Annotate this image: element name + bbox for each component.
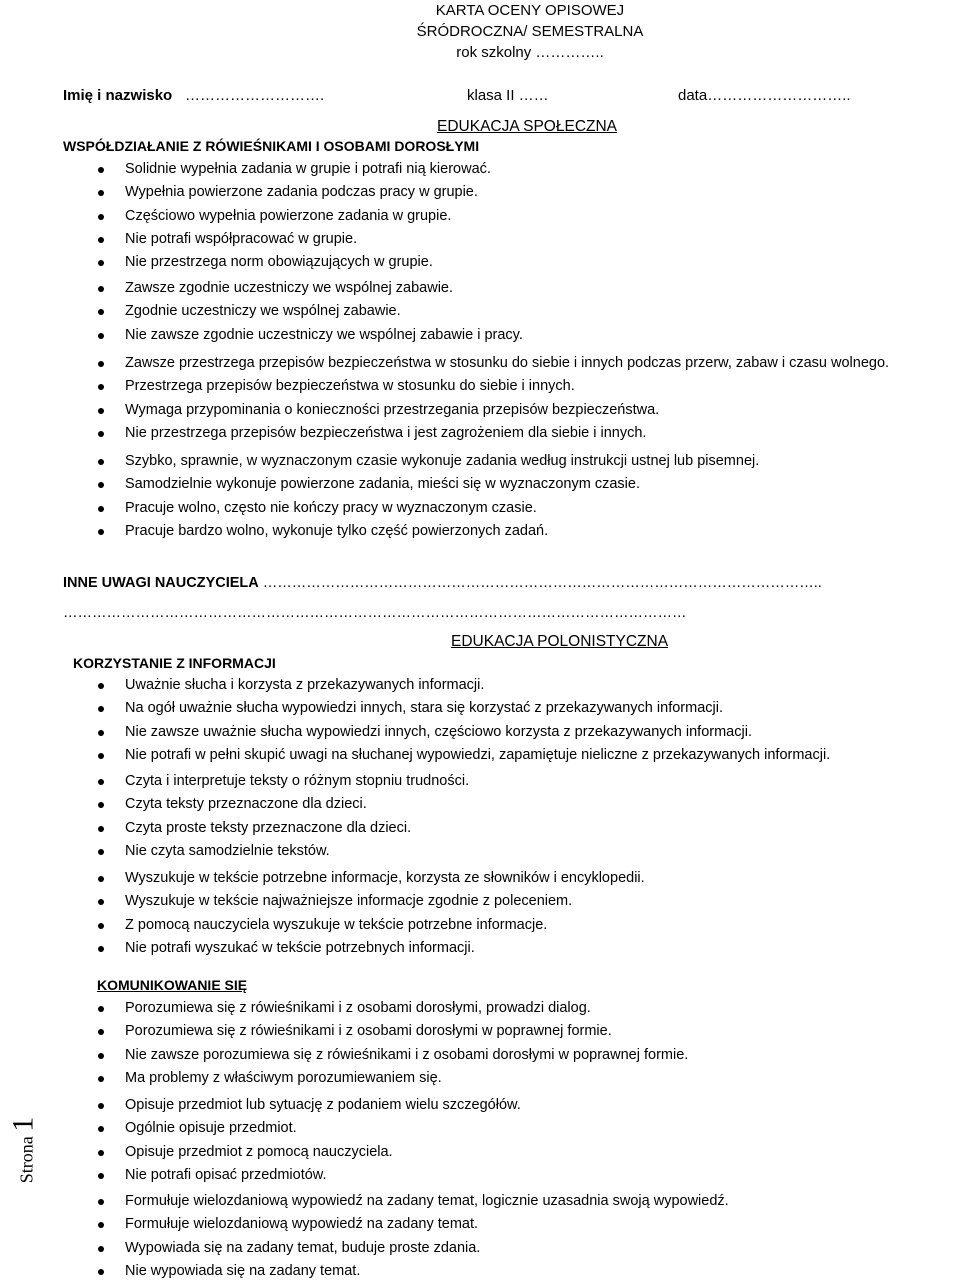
date-field[interactable]: data……………………….. [678, 87, 851, 104]
list-item-text: Wypełnia powierzone zadania podczas pracy w grupie. [125, 184, 478, 201]
bullet-icon [98, 431, 104, 437]
social-education-heading: EDUKACJA SPOŁECZNA [437, 118, 618, 135]
bullet-icon [98, 361, 104, 367]
list-item [98, 867, 645, 890]
list-item [98, 744, 830, 767]
list-item [98, 1237, 729, 1260]
title-line-2: ŚRÓDROCZNA/ SEMESTRALNA [416, 23, 644, 40]
bullet-icon [98, 1150, 104, 1156]
bullet-icon [98, 506, 104, 512]
teacher-remarks-label: INNE UWAGI NAUCZYCIELA [63, 575, 259, 591]
bullet-icon [98, 1173, 104, 1179]
list-item [98, 721, 830, 744]
student-name-label: Imię i nazwisko [63, 87, 173, 104]
list-item-text: Nie przestrzega norm obowiązujących w grupie. [125, 254, 433, 271]
bullet-icon [98, 1006, 104, 1012]
list-item-text: Czyta teksty przeznaczone dla dzieci. [125, 796, 367, 813]
list-item [98, 840, 469, 863]
teacher-remarks-dots-1[interactable]: …………………………………………………………………………………………………….. [258, 575, 822, 591]
list-item-text: Nie potrafi w pełni skupić uwagi na słuchanej wypowiedzi, zapamiętuje nieliczne z przekazywanych informacji. [125, 746, 831, 763]
student-name-field[interactable]: ………………………. [185, 87, 325, 104]
bullet-icon [98, 683, 104, 689]
list-item [98, 399, 889, 422]
bullet-icon [98, 237, 104, 243]
list-item-text: Wymaga przypominania o konieczności przestrzegania przepisów bezpieczeństwa. [125, 401, 660, 418]
polish-education-heading: EDUKACJA POLONISTYCZNA [451, 633, 669, 650]
list-item [98, 770, 469, 793]
social-group-3 [98, 352, 889, 445]
list-item-text: Zawsze przestrzega przepisów bezpieczeństwa w stosunku do siebie i innych podczas przerw, zabaw i czasu wolnego. [125, 355, 890, 371]
bullet-icon [98, 1053, 104, 1059]
list-item-text: Przestrzega przepisów bezpieczeństwa w stosunku do siebie i innych. [125, 378, 575, 395]
list-item-text: Uważnie słucha i korzysta z przekazywanych informacji. [125, 677, 485, 693]
list-item [98, 997, 688, 1020]
list-item [98, 277, 523, 300]
bullet-icon [98, 849, 104, 855]
list-item-text: Nie potrafi opisać przedmiotów. [125, 1166, 327, 1183]
title-line-1: KARTA OCENY OPISOWEJ [435, 2, 625, 19]
list-item [98, 375, 889, 398]
bullet-icon [98, 482, 104, 488]
bullet-icon [98, 1199, 104, 1205]
list-item-text: Nie zawsze porozumiewa się z rówieśnikami i z osobami dorosłymi w poprawnej formie. [125, 1046, 689, 1063]
list-item [98, 300, 523, 323]
bullet-icon [98, 1103, 104, 1109]
class-field[interactable]: klasa II …… [467, 87, 549, 104]
list-item [98, 520, 759, 543]
list-item [98, 674, 830, 697]
list-item-text: Nie zawsze uważnie słucha wypowiedzi innych, częściowo korzysta z przekazywanych informacji. [125, 723, 752, 740]
social-group-2 [98, 277, 523, 347]
list-item [98, 890, 645, 913]
bullet-icon [98, 802, 104, 808]
list-item [98, 324, 523, 347]
list-item [98, 497, 759, 520]
list-item-text: Wypowiada się na zadany temat, buduje proste zdania. [125, 1239, 481, 1256]
list-item [98, 473, 759, 496]
bullet-icon [98, 1029, 104, 1035]
list-item-text: Nie zawsze zgodnie uczestniczy we wspólnej zabawie i pracy. [125, 326, 523, 343]
list-item [98, 1044, 688, 1067]
comm-group-2 [98, 1094, 521, 1187]
page-number: 1 [6, 1116, 39, 1132]
list-item-text: Ogólnie opisuje przedmiot. [125, 1120, 297, 1137]
document-title [380, 0, 680, 63]
list-item [98, 1067, 688, 1090]
bullet-icon [98, 706, 104, 712]
bullet-icon [98, 876, 104, 882]
list-item-text: Zgodnie uczestniczy we wspólnej zabawie. [125, 303, 401, 320]
communication-subheading: KOMUNIKOWANIE SIĘ [97, 977, 248, 993]
bullet-icon [98, 1126, 104, 1132]
bullet-icon [98, 753, 104, 759]
list-item-text: Szybko, sprawnie, w wyznaczonym czasie wykonuje zadania według instrukcji ustnej lub pisemnej. [125, 453, 760, 469]
list-item [98, 793, 469, 816]
list-item [98, 158, 491, 181]
bullet-icon [98, 826, 104, 832]
list-item-text: Zawsze zgodnie uczestniczy we wspólnej zabawie. [125, 280, 454, 296]
list-item-text: Formułuje wielozdaniową wypowiedź na zadany temat, logicznie uzasadnia swoją wypowiedź. [125, 1193, 729, 1209]
list-item-text: Opisuje przedmiot lub sytuację z podaniem wielu szczegółów. [125, 1097, 521, 1113]
list-item-text: Wyszukuje w tekście najważniejsze informacje zgodnie z poleceniem. [125, 893, 573, 910]
comm-group-1 [98, 997, 688, 1090]
list-item [98, 697, 830, 720]
list-item-text: Ma problemy z właściwym porozumiewaniem się. [125, 1069, 442, 1086]
list-item-text: Formułuje wielozdaniową wypowiedź na zadany temat. [125, 1216, 479, 1233]
list-item-text: Czyta i interpretuje teksty o różnym stopniu trudności. [125, 773, 470, 789]
list-item [98, 817, 469, 840]
list-item-text: Wyszukuje w tekście potrzebne informacje, korzysta ze słowników i encyklopedii. [125, 870, 645, 886]
bullet-icon [98, 779, 104, 785]
cooperation-subheading: WSPÓŁDZIAŁANIE Z RÓWIEŚNIKAMI I OSOBAMI DOROSŁYMI [63, 138, 480, 154]
comm-group-3 [98, 1190, 729, 1283]
bullet-icon [98, 1222, 104, 1228]
list-item [98, 422, 889, 445]
info-group-2 [98, 770, 469, 863]
list-item-text: Czyta proste teksty przeznaczone dla dzieci. [125, 819, 412, 836]
list-item-text: Pracuje bardzo wolno, wykonuje tylko część powierzonych zadań. [125, 522, 549, 539]
list-item [98, 251, 491, 274]
bullet-icon [98, 899, 104, 905]
list-item [98, 1213, 729, 1236]
list-item [98, 1190, 729, 1213]
bullet-icon [98, 260, 104, 266]
info-group-3 [98, 867, 645, 960]
list-item-text: Z pomocą nauczyciela wyszukuje w tekście potrzebne informacje. [125, 916, 548, 933]
list-item-text: Na ogół uważnie słucha wypowiedzi innych, stara się korzystać z przekazywanych informacji. [125, 700, 723, 717]
page-word: Strona [16, 1136, 36, 1184]
bullet-icon [98, 384, 104, 390]
list-item [98, 1141, 521, 1164]
bullet-icon [98, 408, 104, 414]
page-number-label [8, 1100, 38, 1200]
bullet-icon [98, 1269, 104, 1275]
list-item-text: Porozumiewa się z rówieśnikami i z osobami dorosłymi, prowadzi dialog. [125, 1000, 591, 1016]
student-info-row [63, 87, 943, 109]
list-item [98, 937, 645, 960]
bullet-icon [98, 333, 104, 339]
list-item [98, 914, 645, 937]
list-item-text: Częściowo wypełnia powierzone zadania w grupie. [125, 207, 452, 224]
teacher-remarks-dots-2[interactable]: ………………………………………………………………………………………………………………… [63, 605, 687, 621]
list-item [98, 1020, 688, 1043]
bullet-icon [98, 167, 104, 173]
list-item [98, 1260, 729, 1283]
list-item [98, 181, 491, 204]
list-item-text: Nie przestrzega przepisów bezpieczeństwa i jest zagrożeniem dla siebie i innych. [125, 424, 647, 441]
bullet-icon [98, 730, 104, 736]
bullet-icon [98, 309, 104, 315]
social-group-4 [98, 450, 759, 543]
list-item [98, 450, 759, 473]
list-item-text: Samodzielnie wykonuje powierzone zadania, mieści się w wyznaczonym czasie. [125, 476, 640, 493]
list-item [98, 1164, 521, 1187]
bullet-icon [98, 286, 104, 292]
bullet-icon [98, 923, 104, 929]
list-item-text: Opisuje przedmiot z pomocą nauczyciela. [125, 1143, 393, 1160]
list-item [98, 228, 491, 251]
list-item-text: Porozumiewa się z rówieśnikami i z osobami dorosłymi w poprawnej formie. [125, 1023, 612, 1040]
list-item [98, 205, 491, 228]
list-item-text: Nie wypowiada się na zadany temat. [125, 1262, 361, 1279]
bullet-icon [98, 946, 104, 952]
information-subheading: KORZYSTANIE Z INFORMACJI [73, 655, 276, 671]
title-line-3: rok szkolny ………….. [456, 44, 604, 61]
bullet-icon [98, 1076, 104, 1082]
bullet-icon [98, 459, 104, 465]
list-item [98, 352, 889, 375]
list-item-text: Solidnie wypełnia zadania w grupie i potrafi nią kierować. [125, 161, 491, 177]
list-item-text: Nie potrafi wyszukać w tekście potrzebnych informacji. [125, 939, 475, 956]
bullet-icon [98, 1246, 104, 1252]
bullet-icon [98, 214, 104, 220]
list-item-text: Nie potrafi współpracować w grupie. [125, 230, 358, 247]
list-item-text: Nie czyta samodzielnie tekstów. [125, 842, 330, 859]
bullet-icon [98, 529, 104, 535]
list-item [98, 1117, 521, 1140]
info-group-1 [98, 674, 830, 767]
list-item [98, 1094, 521, 1117]
bullet-icon [98, 190, 104, 196]
list-item-text: Pracuje wolno, często nie kończy pracy w wyznaczonym czasie. [125, 499, 537, 516]
social-group-1 [98, 158, 491, 274]
teacher-remarks [63, 568, 958, 628]
